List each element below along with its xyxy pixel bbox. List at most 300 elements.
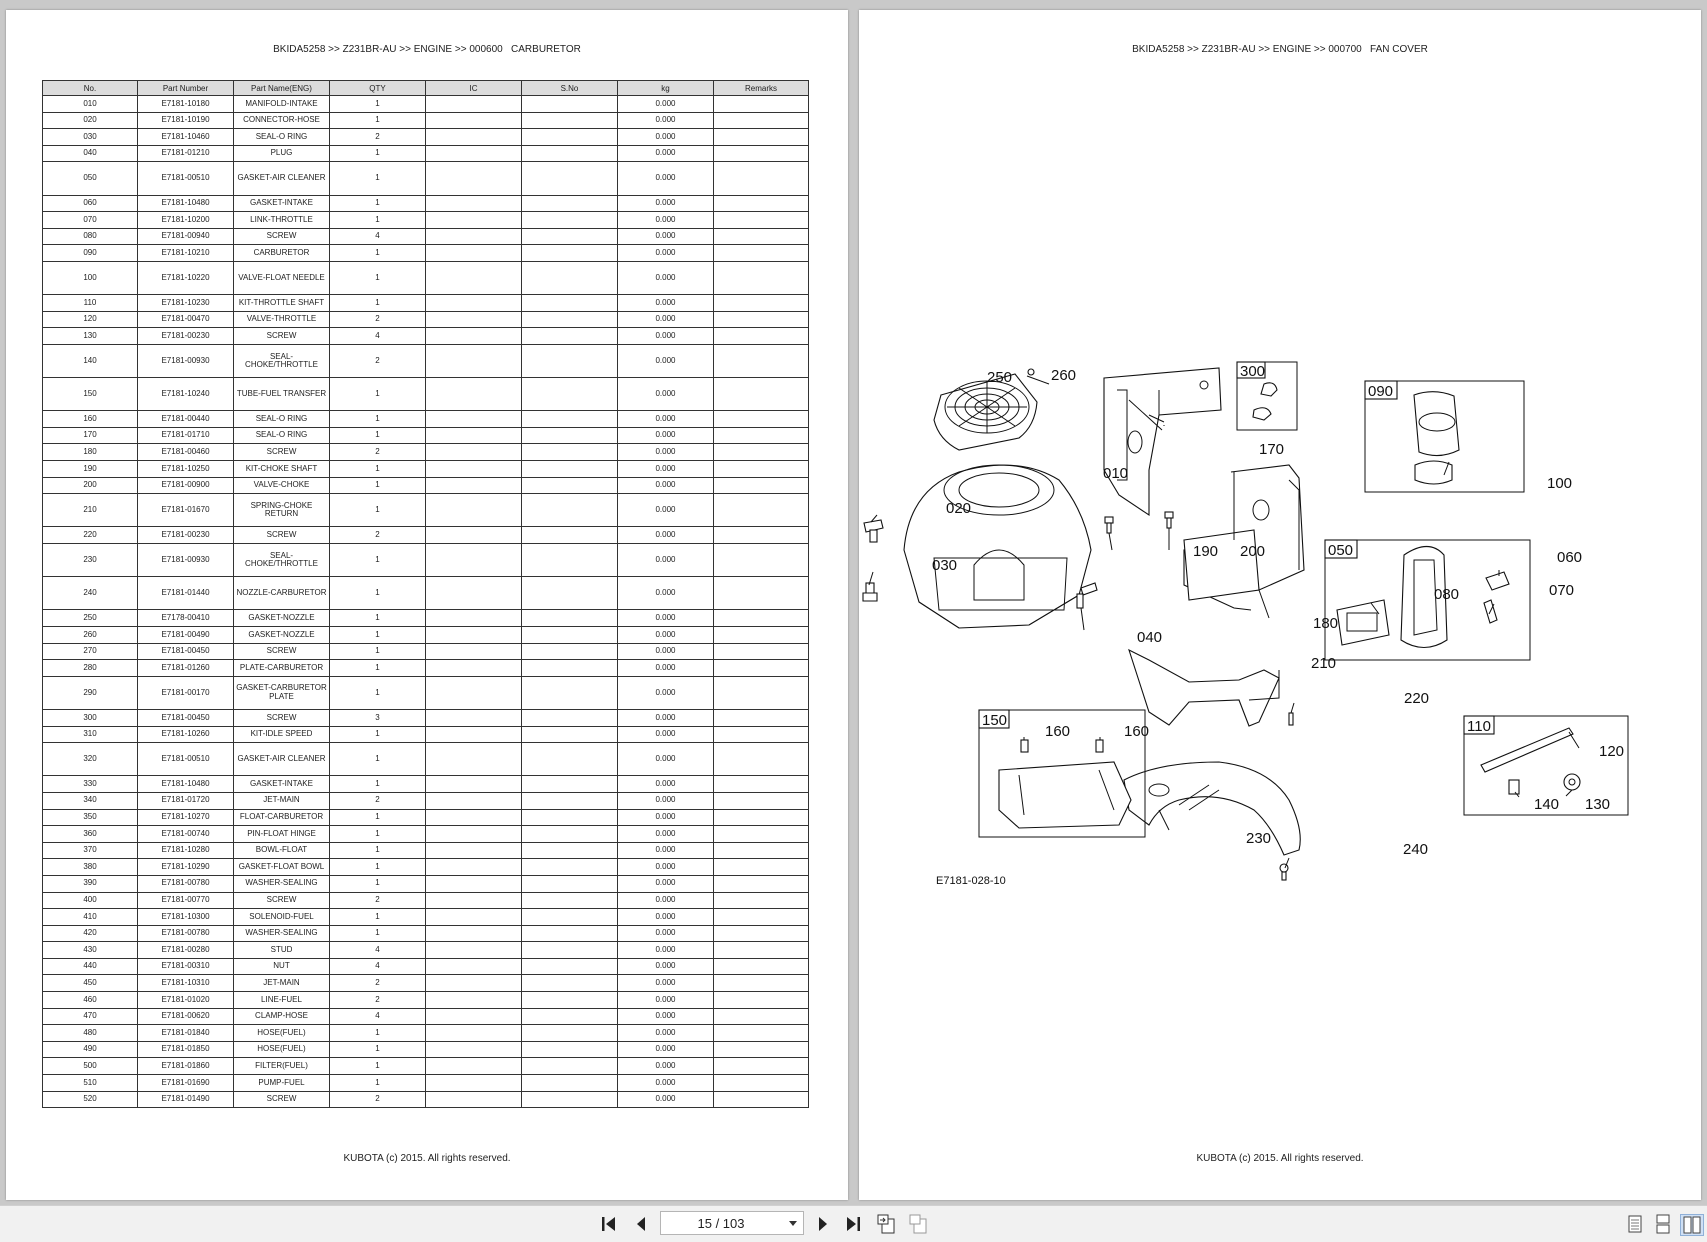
table-row: [43, 427, 809, 444]
cell-remarks: [714, 1091, 809, 1108]
bracket-210-drawing: [1129, 650, 1279, 726]
cell-sno: [522, 378, 618, 411]
cell-ic: [426, 859, 522, 876]
cell-no: 310: [43, 726, 138, 743]
cell-part-number: E7181-01210: [138, 145, 234, 162]
cell-part-name: MANIFOLD-INTAKE: [234, 96, 330, 113]
cell-sno: [522, 96, 618, 113]
col-header-qty: QTY: [330, 81, 426, 96]
cell-sno: [522, 975, 618, 992]
cell-part-name: GASKET-INTAKE: [234, 195, 330, 212]
cell-kg: 0.000: [618, 444, 714, 461]
cell-remarks: [714, 411, 809, 428]
cell-ic: [426, 660, 522, 677]
callout-240: 240: [1403, 841, 1429, 858]
diagram-code: E7181-028-10: [936, 875, 1006, 887]
cell-sno: [522, 992, 618, 1009]
screw-190-drawing: [1105, 517, 1113, 533]
cell-qty: 1: [330, 378, 426, 411]
cell-part-name: SEAL-O RING: [234, 129, 330, 146]
cell-kg: 0.000: [618, 577, 714, 610]
cell-no: 420: [43, 925, 138, 942]
callout-140: 140: [1534, 796, 1560, 813]
cell-no: 160: [43, 411, 138, 428]
cell-kg: 0.000: [618, 709, 714, 726]
cell-sno: [522, 1008, 618, 1025]
table-row: [43, 96, 809, 113]
cell-part-name: SCREW: [234, 709, 330, 726]
cell-sno: [522, 1058, 618, 1075]
cell-qty: 1: [330, 1058, 426, 1075]
cell-ic: [426, 577, 522, 610]
cell-part-name: GASKET-FLOAT BOWL: [234, 859, 330, 876]
cell-no: 280: [43, 660, 138, 677]
cell-no: 520: [43, 1091, 138, 1108]
cell-part-number: E7181-00780: [138, 925, 234, 942]
cell-part-number: E7181-01710: [138, 427, 234, 444]
continuous-icon[interactable]: [1652, 1214, 1674, 1234]
cell-part-name: TUBE-FUEL TRANSFER: [234, 378, 330, 411]
cell-remarks: [714, 261, 809, 294]
cell-part-number: E7181-10300: [138, 909, 234, 926]
cell-sno: [522, 577, 618, 610]
cell-sno: [522, 195, 618, 212]
cell-ic: [426, 643, 522, 660]
cell-part-number: E7181-10270: [138, 809, 234, 826]
cell-ic: [426, 1075, 522, 1092]
cell-sno: [522, 477, 618, 494]
fit-page-icon[interactable]: [876, 1214, 898, 1234]
cell-remarks: [714, 809, 809, 826]
cell-no: 390: [43, 875, 138, 892]
cell-sno: [522, 859, 618, 876]
callout-250: 250: [987, 369, 1013, 386]
blower-housing-drawing: [904, 465, 1091, 628]
cell-kg: 0.000: [618, 892, 714, 909]
cell-remarks: [714, 494, 809, 527]
cell-remarks: [714, 328, 809, 345]
cell-ic: [426, 610, 522, 627]
cell-ic: [426, 228, 522, 245]
single-page-icon[interactable]: [1624, 1214, 1646, 1234]
cell-kg: 0.000: [618, 660, 714, 677]
cell-remarks: [714, 477, 809, 494]
cell-no: 220: [43, 527, 138, 544]
cell-kg: 0.000: [618, 842, 714, 859]
table-row: [43, 261, 809, 294]
cell-part-name: SCREW: [234, 228, 330, 245]
cell-part-name: SCREW: [234, 527, 330, 544]
cell-no: 210: [43, 494, 138, 527]
cell-part-name: VALVE-FLOAT NEEDLE: [234, 261, 330, 294]
cell-ic: [426, 942, 522, 959]
cell-remarks: [714, 311, 809, 328]
cell-no: 050: [43, 162, 138, 195]
cell-qty: 1: [330, 212, 426, 229]
cell-part-name: NUT: [234, 958, 330, 975]
cell-part-name: JET-MAIN: [234, 792, 330, 809]
cell-ic: [426, 776, 522, 793]
cell-no: 010: [43, 96, 138, 113]
cell-part-number: E7181-10240: [138, 378, 234, 411]
cell-ic: [426, 1008, 522, 1025]
cell-qty: 2: [330, 527, 426, 544]
cell-remarks: [714, 610, 809, 627]
first-page-icon[interactable]: [598, 1214, 620, 1234]
cell-sno: [522, 1025, 618, 1042]
cell-ic: [426, 378, 522, 411]
table-row: [43, 676, 809, 709]
cell-no: 190: [43, 461, 138, 478]
cell-ic: [426, 427, 522, 444]
cell-ic: [426, 842, 522, 859]
cell-kg: 0.000: [618, 411, 714, 428]
cell-ic: [426, 1041, 522, 1058]
breadcrumb: BKIDA5258 >> Z231BR-AU >> ENGINE >> 000700 FAN COVER: [1132, 44, 1428, 55]
col-header-remarks: Remarks: [714, 81, 809, 96]
parts-table-body: [43, 96, 809, 1108]
cell-part-number: E7181-10230: [138, 295, 234, 312]
cell-no: 130: [43, 328, 138, 345]
baffle-170-drawing: [1104, 368, 1221, 515]
cell-remarks: [714, 1075, 809, 1092]
two-page-icon[interactable]: [1680, 1214, 1704, 1236]
cell-qty: 1: [330, 826, 426, 843]
cell-part-name: GASKET-NOZZLE: [234, 627, 330, 644]
callout-130: 130: [1585, 796, 1611, 813]
table-row: [43, 627, 809, 644]
table-header-row: [43, 81, 809, 96]
cell-sno: [522, 842, 618, 859]
cell-sno: [522, 925, 618, 942]
cell-ic: [426, 875, 522, 892]
cell-sno: [522, 660, 618, 677]
cell-qty: 1: [330, 195, 426, 212]
cell-no: 230: [43, 544, 138, 577]
right-document-page: [859, 10, 1701, 1200]
cell-sno: [522, 627, 618, 644]
cell-qty: 1: [330, 909, 426, 926]
table-row: [43, 643, 809, 660]
cell-no: 450: [43, 975, 138, 992]
cell-ic: [426, 411, 522, 428]
page-indicator: 15 / 103: [697, 1216, 745, 1231]
cell-remarks: [714, 212, 809, 229]
cell-qty: 1: [330, 875, 426, 892]
cell-ic: [426, 826, 522, 843]
cell-qty: 1: [330, 544, 426, 577]
cell-remarks: [714, 875, 809, 892]
cell-part-number: E7181-01850: [138, 1041, 234, 1058]
cell-ic: [426, 245, 522, 262]
table-row: [43, 477, 809, 494]
box-label-300: 300: [1240, 363, 1266, 380]
left-document-page: [6, 10, 848, 1200]
callout-210: 210: [1311, 655, 1337, 672]
cell-part-number: E7181-10220: [138, 261, 234, 294]
cell-ic: [426, 627, 522, 644]
cell-qty: 1: [330, 726, 426, 743]
cell-part-number: E7181-10280: [138, 842, 234, 859]
cell-remarks: [714, 826, 809, 843]
cell-no: 040: [43, 145, 138, 162]
cell-sno: [522, 958, 618, 975]
cell-part-number: E7181-01840: [138, 1025, 234, 1042]
cell-kg: 0.000: [618, 344, 714, 377]
cell-remarks: [714, 162, 809, 195]
cell-ic: [426, 892, 522, 909]
cell-qty: 4: [330, 328, 426, 345]
cell-part-number: E7181-00450: [138, 709, 234, 726]
cell-no: 440: [43, 958, 138, 975]
table-row: [43, 909, 809, 926]
cell-qty: 3: [330, 709, 426, 726]
cell-part-name: BOWL-FLOAT: [234, 842, 330, 859]
cell-remarks: [714, 344, 809, 377]
table-row: [43, 378, 809, 411]
cell-remarks: [714, 461, 809, 478]
page-footer: KUBOTA (c) 2015. All rights reserved.: [1196, 1153, 1364, 1164]
box-300: [1237, 362, 1297, 430]
cell-no: 180: [43, 444, 138, 461]
cell-kg: 0.000: [618, 958, 714, 975]
cell-part-number: E7181-01720: [138, 792, 234, 809]
cell-part-name: PLUG: [234, 145, 330, 162]
cell-part-number: E7181-00930: [138, 544, 234, 577]
cell-remarks: [714, 942, 809, 959]
cell-ic: [426, 477, 522, 494]
cell-no: 370: [43, 842, 138, 859]
fit-width-icon[interactable]: [908, 1214, 930, 1234]
cell-ic: [426, 311, 522, 328]
cell-part-name: PLATE-CARBURETOR: [234, 660, 330, 677]
cell-remarks: [714, 776, 809, 793]
screw-220-drawing: [1289, 713, 1293, 725]
cell-part-name: GASKET-AIR CLEANER: [234, 743, 330, 776]
cell-no: 330: [43, 776, 138, 793]
table-row: [43, 1075, 809, 1092]
viewer-toolbar: [0, 1205, 1707, 1242]
cell-qty: 4: [330, 1008, 426, 1025]
table-row: [43, 195, 809, 212]
cell-kg: 0.000: [618, 295, 714, 312]
cell-part-name: FILTER(FUEL): [234, 1058, 330, 1075]
cell-no: 360: [43, 826, 138, 843]
cell-part-name: CLAMP-HOSE: [234, 1008, 330, 1025]
table-row: [43, 311, 809, 328]
cell-sno: [522, 709, 618, 726]
callout-230: 230: [1246, 830, 1272, 847]
cell-kg: 0.000: [618, 1041, 714, 1058]
cell-qty: 1: [330, 411, 426, 428]
cell-sno: [522, 676, 618, 709]
cell-remarks: [714, 228, 809, 245]
table-row: [43, 709, 809, 726]
cell-part-number: E7181-10180: [138, 96, 234, 113]
cell-ic: [426, 909, 522, 926]
table-row: [43, 892, 809, 909]
cell-kg: 0.000: [618, 942, 714, 959]
cell-ic: [426, 925, 522, 942]
table-row: [43, 245, 809, 262]
prev-page-icon[interactable]: [630, 1214, 652, 1234]
cell-remarks: [714, 427, 809, 444]
cell-part-number: E7181-00490: [138, 627, 234, 644]
cell-no: 240: [43, 577, 138, 610]
page-footer: KUBOTA (c) 2015. All rights reserved.: [343, 1153, 511, 1164]
cell-part-number: E7181-00510: [138, 743, 234, 776]
table-row: [43, 826, 809, 843]
cell-kg: 0.000: [618, 145, 714, 162]
cell-qty: 2: [330, 792, 426, 809]
cell-sno: [522, 1075, 618, 1092]
cell-part-number: E7181-10190: [138, 112, 234, 129]
cell-kg: 0.000: [618, 726, 714, 743]
cell-kg: 0.000: [618, 228, 714, 245]
cell-qty: 1: [330, 809, 426, 826]
cell-no: 400: [43, 892, 138, 909]
table-row: [43, 776, 809, 793]
cell-part-name: NOZZLE-CARBURETOR: [234, 577, 330, 610]
cell-no: 020: [43, 112, 138, 129]
callout-080: 080: [1434, 586, 1460, 603]
table-row: [43, 112, 809, 129]
cell-part-name: JET-MAIN: [234, 975, 330, 992]
cell-sno: [522, 643, 618, 660]
cell-part-number: E7181-10250: [138, 461, 234, 478]
table-row: [43, 1025, 809, 1042]
page-number-select[interactable]: [660, 1211, 804, 1235]
cell-ic: [426, 709, 522, 726]
cell-sno: [522, 494, 618, 527]
cell-ic: [426, 1091, 522, 1108]
cell-ic: [426, 992, 522, 1009]
cell-part-number: E7181-00280: [138, 942, 234, 959]
callout-200: 200: [1240, 543, 1266, 560]
col-header-part-name: Part Name(ENG): [234, 81, 330, 96]
cell-no: 260: [43, 627, 138, 644]
box-050: [1325, 540, 1530, 660]
cell-remarks: [714, 1041, 809, 1058]
cell-kg: 0.000: [618, 792, 714, 809]
cell-ic: [426, 792, 522, 809]
cell-sno: [522, 875, 618, 892]
cell-no: 300: [43, 709, 138, 726]
cell-remarks: [714, 676, 809, 709]
table-row: [43, 942, 809, 959]
cell-part-number: E7181-01020: [138, 992, 234, 1009]
next-page-icon[interactable]: [812, 1214, 834, 1234]
cell-sno: [522, 1091, 618, 1108]
cell-part-number: E7181-00460: [138, 444, 234, 461]
table-row: [43, 726, 809, 743]
table-row: [43, 992, 809, 1009]
cell-sno: [522, 1041, 618, 1058]
cell-part-number: E7181-00930: [138, 344, 234, 377]
cell-qty: 1: [330, 1025, 426, 1042]
cell-kg: 0.000: [618, 311, 714, 328]
callout-260: 260: [1051, 367, 1077, 384]
cell-ic: [426, 129, 522, 146]
cell-ic: [426, 461, 522, 478]
cell-remarks: [714, 842, 809, 859]
cell-no: 290: [43, 676, 138, 709]
box-label-050: 050: [1328, 542, 1354, 559]
cell-part-name: PIN-FLOAT HINGE: [234, 826, 330, 843]
screw-260-drawing: [1028, 369, 1034, 375]
cell-kg: 0.000: [618, 427, 714, 444]
cell-sno: [522, 427, 618, 444]
cell-qty: 2: [330, 892, 426, 909]
cell-kg: 0.000: [618, 195, 714, 212]
cell-remarks: [714, 444, 809, 461]
cell-part-number: E7181-01440: [138, 577, 234, 610]
cell-part-name: KIT-IDLE SPEED: [234, 726, 330, 743]
cell-part-number: E7181-00940: [138, 228, 234, 245]
cell-no: 060: [43, 195, 138, 212]
cell-remarks: [714, 378, 809, 411]
cell-part-number: E7181-10480: [138, 195, 234, 212]
cell-part-name: CONNECTOR-HOSE: [234, 112, 330, 129]
cell-qty: 1: [330, 643, 426, 660]
cell-part-name: GASKET-NOZZLE: [234, 610, 330, 627]
cell-sno: [522, 610, 618, 627]
table-row: [43, 228, 809, 245]
cell-qty: 1: [330, 743, 426, 776]
cell-part-name: KIT-THROTTLE SHAFT: [234, 295, 330, 312]
box-label-150: 150: [982, 712, 1008, 729]
cell-part-number: E7181-01670: [138, 494, 234, 527]
cell-kg: 0.000: [618, 112, 714, 129]
cell-part-number: E7181-01260: [138, 660, 234, 677]
cell-sno: [522, 726, 618, 743]
cell-part-number: E7181-10310: [138, 975, 234, 992]
cell-ic: [426, 195, 522, 212]
cell-ic: [426, 162, 522, 195]
table-row: [43, 527, 809, 544]
cell-no: 460: [43, 992, 138, 1009]
cell-remarks: [714, 660, 809, 677]
table-row: [43, 162, 809, 195]
cell-qty: 1: [330, 610, 426, 627]
last-page-icon[interactable]: [842, 1214, 864, 1234]
cell-part-name: VALVE-THROTTLE: [234, 311, 330, 328]
cell-qty: 2: [330, 344, 426, 377]
cell-ic: [426, 958, 522, 975]
cell-qty: 1: [330, 627, 426, 644]
cell-qty: 1: [330, 925, 426, 942]
cell-part-name: GASKET-AIR CLEANER: [234, 162, 330, 195]
cell-kg: 0.000: [618, 743, 714, 776]
table-row: [43, 295, 809, 312]
cell-ic: [426, 145, 522, 162]
screw-200-drawing: [1165, 512, 1173, 528]
table-row: [43, 958, 809, 975]
cell-part-number: E7178-00410: [138, 610, 234, 627]
cell-part-number: E7181-00780: [138, 875, 234, 892]
cell-no: 270: [43, 643, 138, 660]
screw-240-drawing: [1280, 864, 1288, 880]
cell-sno: [522, 527, 618, 544]
callout-220: 220: [1404, 690, 1430, 707]
cell-part-number: E7181-00470: [138, 311, 234, 328]
col-header-sno: S.No: [522, 81, 618, 96]
cell-part-number: E7181-10480: [138, 776, 234, 793]
cell-no: 480: [43, 1025, 138, 1042]
cell-part-number: E7181-00620: [138, 1008, 234, 1025]
cell-no: 200: [43, 477, 138, 494]
cell-qty: 1: [330, 461, 426, 478]
